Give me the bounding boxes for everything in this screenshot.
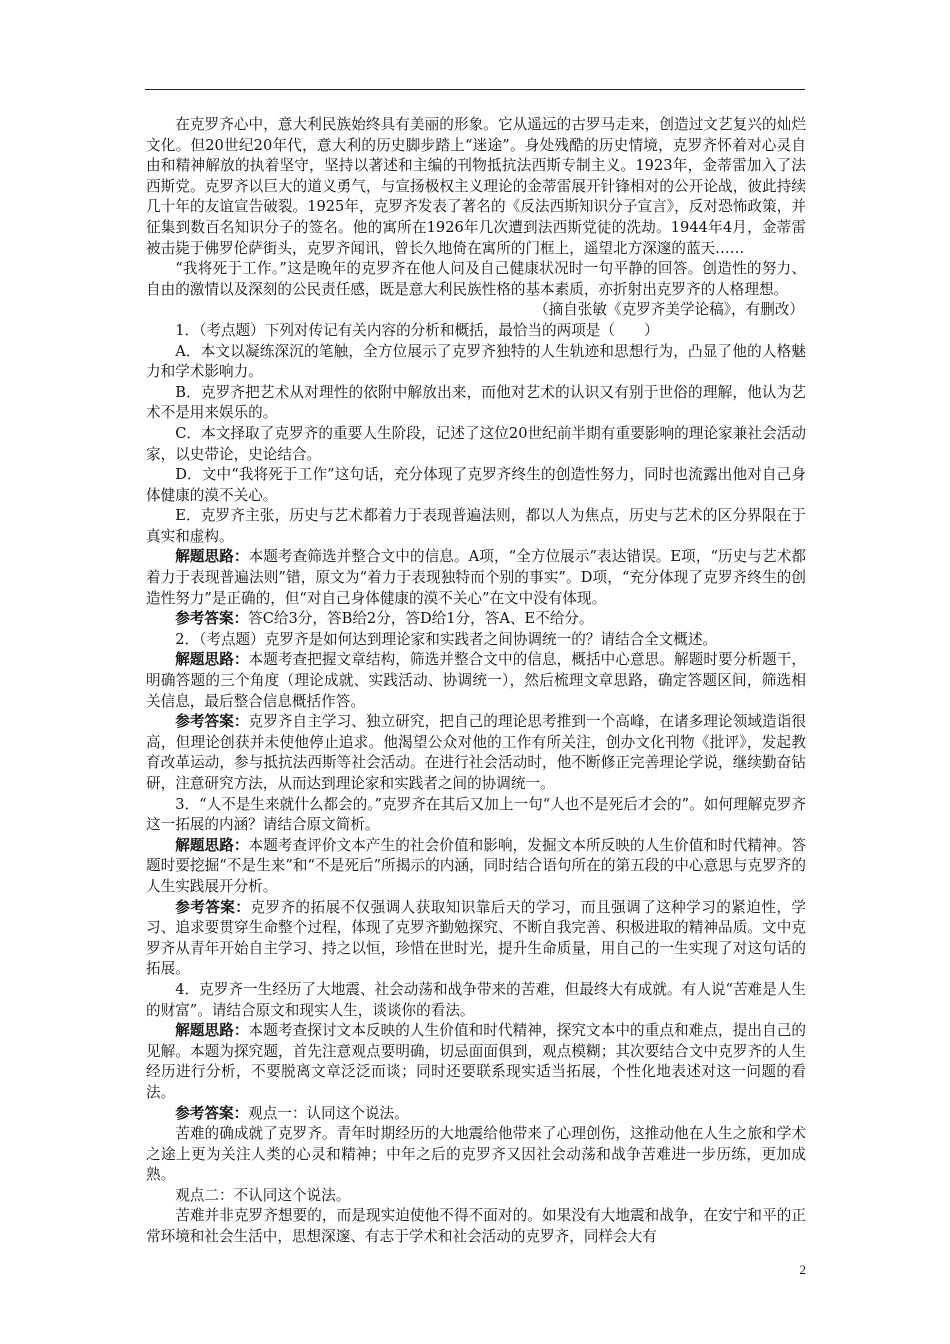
answer-paragraph <box>146 650 806 712</box>
paragraph-label: 参考答案： <box>175 713 249 731</box>
body-paragraph <box>146 424 806 465</box>
answer-paragraph <box>146 898 806 980</box>
paragraph-text: 苦难并非克罗齐想要的，而是现实迫使他不得不面对的。如果没有大地震和战争，在安宁和平的正常环境和社会生活中，思想深邃、有志于学术和社会活动的克罗齐，同样会大有 <box>146 1207 806 1246</box>
paragraph-label: 解题思路： <box>175 836 249 854</box>
body-paragraph <box>146 980 806 1021</box>
paragraph-text: B．克罗齐把艺术从对理性的依附中解放出来，而他对艺术的认识又有别于世俗的理解，他认为艺术不是用来娱乐的。 <box>146 383 806 422</box>
page-number: 2 <box>799 1262 806 1277</box>
paragraph-text: 克罗齐自主学习、独立研究，把自己的理论思考推到一个高峰，在诸多理论领域造诣很高，但理论创获并未使他停止追求。他渴望公众对他的工作有所关注，创办文化刊物《批评》，发起教育改革运动，参与抵抗法西斯等社会活动。在进行社会活动时，他不断修正完善理论学说，继续勤奋钻研，注意研究方法，从而达到理论家和实践者之间的协调统一。 <box>146 713 806 792</box>
body-paragraph <box>146 115 806 259</box>
answer-paragraph <box>146 712 806 794</box>
body-paragraph <box>146 465 806 506</box>
paragraph-label: 参考答案： <box>175 898 251 916</box>
answer-paragraph <box>146 1104 806 1125</box>
source-citation <box>146 300 806 321</box>
body-paragraph <box>146 506 806 547</box>
paragraph-text: 观点一：认同这个说法。 <box>248 1104 409 1122</box>
paragraph-text: D．文中“我将死于工作”这句话，充分体现了克罗齐终生的创造性努力，同时也流露出他对自己身体健康的漠不关心。 <box>146 466 806 504</box>
body-paragraph <box>146 1206 806 1247</box>
paragraph-text: A．本文以凝练深沉的笔触，全方位展示了克罗齐独特的人生轨迹和思想行为，凸显了他的人格魅力和学术影响力。 <box>146 342 806 381</box>
paragraph-text: E．克罗齐主张，历史与艺术都着力于表现普遍法则，都以人为焦点，历史与艺术的区分界限在于真实和虚构。 <box>146 507 806 545</box>
paragraph-text: 1．（考点题）下列对传记有关内容的分析和概括，最恰当的两项是（ ） <box>175 321 659 339</box>
paragraph-text: 苦难的确成就了克罗齐。青年时期经历的大地震给他带来了心理创伤，这推动他在人生之旅和学术之途上更为关注人类的心灵和精神；中年之后的克罗齐又因社会动荡和战争苦难进一步历练，更加成熟。 <box>146 1125 806 1184</box>
paragraph-text: 克罗齐的拓展不仅强调人获取知识靠后天的学习，而且强调了这种学习的紧迫性，学习、追求要贯穿生命整个过程，体现了克罗齐勤勉探究、不断自我完善、积极进取的精神品质。文中克罗齐从青年开始自主学习、持之以恒，珍惜在世时光，提升生命质量，用自己的一生实现了对这句话的拓展。 <box>146 898 806 978</box>
paragraph-text: “我将死于工作。”这是晚年的克罗齐在他人问及自己健康状况时一句平静的回答。创造性的努力、自由的激情以及深刻的公民责任感，既是意大利民族性格的基本素质，亦折射出克罗齐的人格理想。 <box>146 260 806 298</box>
paragraph-text: （摘自张敏《克罗齐美学论稿》，有删改） <box>534 301 804 319</box>
body-paragraph <box>146 795 806 836</box>
document-body <box>146 115 806 1248</box>
paragraph-text: 在克罗齐心中，意大利民族始终具有美丽的形象。它从遥远的古罗马走来，创造过文艺复兴的灿烂文化。但20世纪20年代，意大利的历史脚步踏上“迷途”。身处残酷的历史情境，克罗齐怀着对心灵自由和精神解放的执着坚守，坚持以著述和主编的刊物抵抗法西斯专制主义。1923年，金蒂雷加入了法西斯党。克罗齐以巨大的道义勇气，与宣扬极权主义理论的金蒂雷展开针锋相对的公开论战，彼此持续几十年的友谊宣告破裂。1925年，克罗齐发表了著名的《反法西斯知识分子宣言》，反对恐怖政策，并征集到数百名知识分子的签名。他的寓所在1926年几次遭到法西斯党徒的洗劫。1944年4月，金蒂雷被击毙于佛罗伦萨街头，克罗齐闻讯，曾长久地倚在寓所的门框上，遥望北方深邃的蓝天…… <box>146 116 806 257</box>
answer-paragraph <box>146 609 806 630</box>
paragraph-text: 2．（考点题）克罗齐是如何达到理论家和实践者之间协调统一的？请结合全文概述。 <box>175 630 718 648</box>
paragraph-label: 参考答案： <box>175 1104 249 1122</box>
paragraph-text: 3．“人不是生来就什么都会的。”克罗齐在其后又加上一句“人也不是死后才会的”。如何理解克罗齐这一拓展的内涵？请结合原文简析。 <box>146 795 806 834</box>
answer-paragraph <box>146 1021 806 1103</box>
paragraph-text: 4．克罗齐一生经历了大地震、社会动荡和战争带来的苦难，但最终大有成就。有人说“苦难是人生的财富”。请结合原文和现实人生，谈谈你的看法。 <box>146 980 806 1019</box>
paragraph-text: C．本文择取了克罗齐的重要人生阶段，记述了这位20世纪前半期有重要影响的理论家兼社会活动家，以史带论，史论结合。 <box>146 424 806 463</box>
body-paragraph <box>146 342 806 383</box>
paragraph-text: 观点二：不认同这个说法。 <box>175 1186 351 1204</box>
paragraph-text: 本题考查把握文章结构，筛选并整合文中的信息，概括中心意思。解题时要分析题干，明确答题的三个角度（理论成就、实践活动、协调统一），然后梳理文章思路，确定答题区间，筛选相关信息，最后整合信息概括作答。 <box>146 651 806 710</box>
body-paragraph <box>146 630 806 651</box>
body-paragraph <box>146 383 806 424</box>
answer-paragraph <box>146 836 806 898</box>
header-rule <box>145 89 805 90</box>
paragraph-label: 解题思路： <box>175 1022 249 1040</box>
body-paragraph <box>146 1186 806 1207</box>
paragraph-label: 参考答案： <box>175 610 249 628</box>
body-paragraph <box>146 259 806 300</box>
paragraph-text: 答C给3分，答B给2分，答D给1分，答A、E不给分。 <box>248 610 594 628</box>
paragraph-label: 解题思路： <box>175 651 249 669</box>
paragraph-text: 本题考查评价文本产生的社会价值和影响，发掘文本所反映的人生价值和时代精神。答题时要挖掘“不是生来”和“不是死后”所揭示的内涵，同时结合语句所在的第五段的中心意思与克罗齐的人生实践展开分析。 <box>146 836 806 895</box>
body-paragraph <box>146 321 806 342</box>
body-paragraph <box>146 1124 806 1186</box>
paragraph-text: 本题考查筛选并整合文中的信息。A项，“全方位展示”表达错误。E项，“历史与艺术都着力于表现普遍法则”错，原文为“着力于表现独特而个别的事实”。D项，“充分体现了克罗齐终生的创造性努力”是正确的，但“对自己身体健康的漠不关心”在文中没有体现。 <box>146 548 806 607</box>
paragraph-label: 解题思路： <box>175 548 249 566</box>
paragraph-text: 本题考查探讨文本反映的人生价值和时代精神，探究文本中的重点和难点，提出自己的见解。本题为探究题，首先注意观点要明确，切忌面面俱到，观点模糊；其次要结合文中克罗齐的人生经历进行分析，不要脱离文章泛泛而谈；同时还要联系现实适当拓展，个性化地表述对这一问题的看法。 <box>146 1022 806 1101</box>
answer-paragraph <box>146 547 806 609</box>
